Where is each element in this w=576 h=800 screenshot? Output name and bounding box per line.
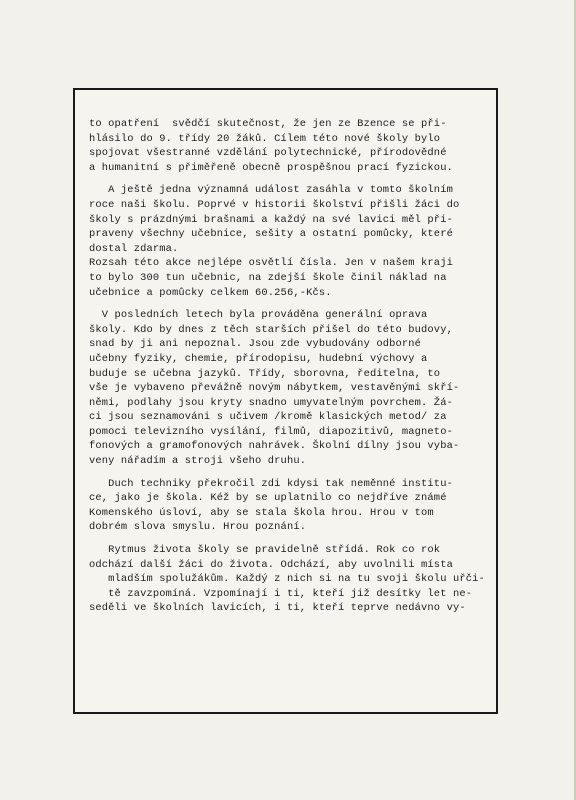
paragraph-gap (89, 300, 489, 308)
text-line: dostal zdarma. (89, 242, 179, 255)
paragraph-gap (89, 175, 489, 183)
text-line: snad by ji ani nepoznal. Jsou zde vybudovány odborné (89, 338, 422, 351)
text-line: V posledních letech byla prováděna generální oprava (89, 309, 428, 322)
text-line: pomoci televizního vysílání, filmů, diapozitivů, magneto- (89, 425, 453, 438)
text-line: Duch techniky překročil zdi kdysi tak neměnné institu- (89, 477, 453, 490)
paragraph-gap (89, 535, 489, 543)
text-line: to opatření svědčí skutečnost, že jen ze Bzence se při- (89, 118, 447, 130)
paragraph-gap (89, 469, 489, 477)
text-line: fonových a gramofonových nahrávek. Školní dílny jsou vyba- (89, 440, 460, 453)
text-line: veny nářadím a stroji všeho druhu. (89, 455, 307, 468)
text-line: ce, jako je škola. Kéž by se uplatnilo co nejdříve známé (89, 492, 447, 505)
text-line: odchází další žáci do života. Odchází, aby uvolnili místa (89, 558, 453, 571)
text-line: ci jsou seznamováni s učivem /kromě klasických metod/ za (89, 411, 447, 424)
text-line: a humanitní s přiměřeně obecně prospěšnou prací fyzickou. (89, 161, 453, 174)
text-line: učebny fyziky, chemie, přírodopisu, hudební výchovy a (89, 352, 428, 365)
text-line: A ještě jedna významná událost zasáhla v tomto školním (89, 184, 453, 197)
text-line: roce naši školu. Poprvé v historii školství přišli žáci do (89, 198, 460, 211)
text-line: Rozsah této akce nejlépe osvětlí čísla. Jen v našem kraji (89, 257, 453, 270)
text-line: buduje se učebna jazyků. Třídy, sborovna, ředitelna, to (89, 367, 441, 380)
text-line: hlásilo do 9. třídy 20 žáků. Cílem této nové školy bylo (89, 132, 441, 145)
text-line: praveny všechny učebnice, sešity a ostatní pomůcky, které (89, 228, 453, 241)
text-line: vše je vybaveno převážně novým nábytkem, vestavěnými skří- (89, 382, 460, 395)
text-line: spojovat všestranné vzdělání polytechnické, přírodovědné (89, 147, 447, 160)
text-line: školy. Kdo by dnes z těch starších přišel do této budovy, (89, 323, 453, 336)
text-line: mladším spolužákům. Každý z nich si na tu svoji školu uřči- (89, 573, 485, 586)
text-line: Rytmus života školy se pravidelně střídá. Rok co rok (89, 544, 441, 557)
text-line: seděli ve školních lavicích, i ti, kteří teprve nedávno vy- (89, 602, 466, 615)
text-line: školy s prázdnými brašnami a každý na své lavici měl při- (89, 213, 453, 226)
text-line: tě zavzpomíná. Vzpomínají i ti, kteří již desítky let ne- (89, 587, 473, 600)
text-line: to bylo 300 tun učebnic, na zdejší škole činil náklad na (89, 271, 447, 284)
text-line: dobrém slova smyslu. Hrou poznání. (89, 521, 307, 534)
typed-text-block (89, 117, 489, 616)
text-line: Komenského úsloví, aby se stala škola hrou. Hrou v tom (89, 506, 434, 519)
text-line: němi, podlahy jsou kryty snadno umyvatelným povrchem. Žá- (89, 396, 453, 409)
text-line: učebnice a pomůcky celkem 60.256,-Kčs. (89, 286, 332, 299)
